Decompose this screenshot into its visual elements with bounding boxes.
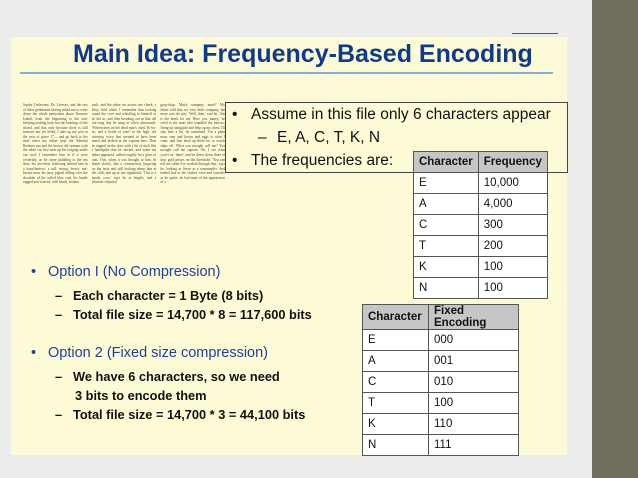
bullet-glyph: • — [31, 345, 37, 361]
dash-glyph: – — [55, 407, 63, 422]
table-cell: C — [414, 215, 479, 236]
frequency-text: The frequencies are: — [251, 152, 394, 169]
dash-glyph: – — [258, 129, 267, 146]
option-two-line-continued: 3 bits to encode them — [75, 388, 207, 403]
frequency-bullet — [232, 152, 394, 170]
table-cell: A — [414, 194, 479, 215]
table-row — [363, 372, 519, 393]
table-row — [363, 351, 519, 372]
option-one-line — [55, 307, 312, 322]
table-cell: 100 — [478, 257, 547, 278]
scanned-text-column: Squire Trelawney, Dr. Livesey, and the rest of these gentlemen having asked me to write down the whole particulars about Treasure Island, from the beginning to the end, keeping nothing back but the bearings of the island, and that only because there is still treasure not yet lifted, I take up my pen in the year of grace 17— and go back to the time when my father kept the Admiral Benbow inn and the brown old seaman with the sabre cut first took up his lodging under our roof. I remember him as if it were yesterday, as he came plodding to the inn door, his sea-chest following behind him in a hand-barrow; a tall, strong, heavy, nut-brown man, his tarry pigtail falling over the shoulder of his soiled blue coat, his hands ragged and scarred, with black, broken — [23, 103, 88, 185]
frequency-table — [413, 151, 548, 299]
table-row — [363, 330, 519, 351]
table-cell: K — [414, 257, 479, 278]
table-cell: 4,000 — [478, 194, 547, 215]
table-cell: 100 — [429, 393, 519, 414]
option-one-heading — [31, 264, 221, 280]
table-row — [414, 173, 548, 194]
assumption-text: Assume in this file only 6 characters appear — [251, 106, 551, 123]
table-row — [363, 435, 519, 456]
column-header: Character — [414, 152, 479, 173]
table-cell: 110 — [429, 414, 519, 435]
table-cell: T — [363, 393, 429, 414]
option-two-heading — [31, 345, 268, 361]
bullet-glyph: • — [31, 264, 37, 280]
option-two-title: Option 2 (Fixed size compression) — [48, 345, 268, 361]
scanned-text-image — [23, 103, 225, 254]
title-underline — [20, 72, 553, 74]
table-header-row — [414, 152, 548, 173]
option-two-text: Total file size = 14,700 * 3 = 44,100 bits — [73, 407, 306, 422]
table-header-row — [363, 305, 519, 330]
fixed-encoding-table — [362, 304, 519, 456]
side-bar — [592, 0, 638, 478]
table-cell: 200 — [478, 236, 547, 257]
scanned-text-column: nails, and the sabre cut across one cheek, a dirty, livid white. I remember him looking round the cove and whistling to himself as he did so, and then breaking out in that old sea-song that he sang so often afterwards: 'Fifteen men on the dead man's chest Yo-ho-ho, and a bottle of rum!' in the high, old tottering voice that seemed to have been tuned and broken at the capstan bars. Then he rapped on the door with a bit of stick like a handspike that he carried, and when my father appeared, called roughly for a glass of rum. This, when it was brought to him, he drank slowly, like a connoisseur, lingering on the taste and still looking about him at the cliffs and up at our signboard. 'This is a handy cove,' says he at length; 'and a pleasant sittyated — [91, 103, 157, 185]
table-cell: 300 — [478, 215, 547, 236]
table-cell: T — [414, 236, 479, 257]
character-list-text: E, A, C, T, K, N — [277, 129, 381, 146]
table-cell: E — [414, 173, 479, 194]
option-one-text: Each character = 1 Byte (8 bits) — [73, 288, 264, 303]
table-cell: E — [363, 330, 429, 351]
table-row — [414, 257, 548, 278]
table-row — [414, 236, 548, 257]
table-row — [414, 215, 548, 236]
dash-glyph: – — [55, 307, 63, 322]
table-row — [363, 393, 519, 414]
option-two-text: We have 6 characters, so we need — [73, 369, 280, 384]
table-cell: A — [363, 351, 429, 372]
table-cell: 001 — [429, 351, 519, 372]
table-cell: 10,000 — [478, 173, 547, 194]
dash-glyph: – — [55, 369, 63, 384]
table-cell: 000 — [429, 330, 519, 351]
table-cell: N — [414, 278, 479, 299]
table-row — [414, 194, 548, 215]
table-cell: C — [363, 372, 429, 393]
table-cell: 111 — [429, 435, 519, 456]
option-one-text: Total file size = 14,700 * 8 = 117,600 bits — [73, 307, 312, 322]
column-header: Fixed Encoding — [429, 305, 519, 330]
option-one-title: Option I (No Compression) — [48, 264, 221, 280]
table-cell: 010 — [429, 372, 519, 393]
option-two-line — [55, 369, 280, 384]
option-two-line — [55, 407, 306, 422]
bullet-glyph: • — [232, 152, 238, 169]
column-header: Frequency — [478, 152, 547, 173]
assumption-bullet — [232, 106, 551, 124]
scanned-text-column: grog-shop. Much company, mate?' My father told him no, very little company, the more was the pity. 'Well, then,' said he, 'this is the berth for me. Here you, matey,' he cried to the man who trundled the barrow; 'bring up alongside and help up my chest. I'll stay here a bit,' he continued. 'I'm a plain man; rum and bacon and eggs is what I want, and that head up there for to watch ships off. What you mought call me? You mought call me captain. Oh, I see what you're at - there'; and he threw down three or four gold pieces on the threshold. 'You can tell me when I've worked through that,' says he, looking as fierce as a commander. And indeed bad as his clothes were and coarsely as he spoke, he had none of the appearance of a — [160, 103, 226, 185]
top-divider — [512, 33, 558, 34]
table-cell: 100 — [478, 278, 547, 299]
slide-title: Main Idea: Frequency-Based Encoding — [73, 40, 533, 68]
character-list — [258, 129, 381, 147]
bullet-glyph: • — [232, 106, 238, 123]
option-one-line — [55, 288, 264, 303]
table-row — [363, 414, 519, 435]
dash-glyph: – — [55, 288, 63, 303]
table-cell: K — [363, 414, 429, 435]
column-header: Character — [363, 305, 429, 330]
table-row — [414, 278, 548, 299]
table-cell: N — [363, 435, 429, 456]
